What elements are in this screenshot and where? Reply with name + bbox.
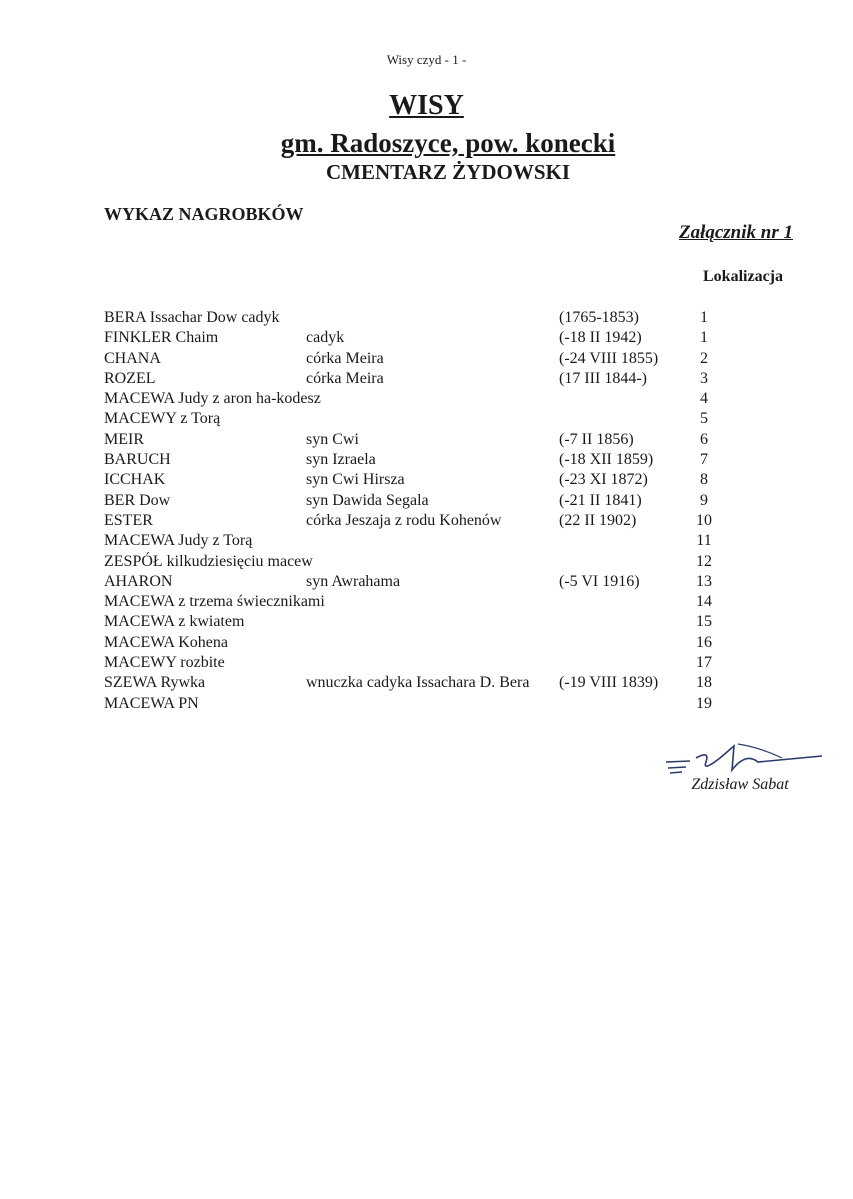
table-row <box>104 409 804 429</box>
gravestone-location: 7 <box>700 451 708 469</box>
page-title: WISY <box>389 90 464 121</box>
table-row <box>104 694 804 714</box>
gravestone-name: AHARON <box>104 572 173 590</box>
gravestone-description: córka Meira <box>306 369 384 387</box>
gravestone-name: MACEWY rozbite <box>104 654 225 672</box>
location-column-header: Lokalizacja <box>703 268 783 285</box>
gravestone-date: (-24 VIII 1855) <box>559 349 659 367</box>
table-row <box>104 470 804 490</box>
gravestone-description: syn Izraela <box>306 451 376 469</box>
table-row <box>104 633 804 653</box>
signature-name: Zdzisław Sabat <box>691 776 789 793</box>
gravestone-name: MACEWA Judy z Torą <box>104 532 253 550</box>
table-row <box>104 328 804 348</box>
handwritten-signature <box>662 738 824 778</box>
gravestone-date: (-7 II 1856) <box>559 430 634 448</box>
gravestone-date: (17 III 1844-) <box>559 369 647 387</box>
table-row <box>104 673 804 693</box>
gravestone-name: MEIR <box>104 430 144 448</box>
gravestone-location: 10 <box>696 511 712 529</box>
gravestone-description: syn Awrahama <box>306 572 401 590</box>
gravestone-location: 9 <box>700 491 708 509</box>
gravestone-description: syn Cwi Hirsza <box>306 471 405 489</box>
gravestone-date: (-23 XI 1872) <box>559 471 648 489</box>
table-row <box>104 552 804 572</box>
section-title: WYKAZ NAGROBKÓW <box>104 204 304 224</box>
table-row <box>104 430 804 450</box>
gravestone-name: MACEWA z kwiatem <box>104 613 245 631</box>
table-row <box>104 450 804 470</box>
gravestone-location: 17 <box>696 654 712 672</box>
annex-label: Załącznik nr 1 <box>678 222 793 243</box>
gravestone-location: 19 <box>696 694 712 712</box>
table-row <box>104 572 804 592</box>
gravestone-name: BERA Issachar Dow cadyk <box>104 309 280 326</box>
gravestone-location: 2 <box>700 349 708 367</box>
gravestone-location: 5 <box>700 410 708 428</box>
gravestone-date: (22 II 1902) <box>559 511 637 529</box>
gravestone-name: ZESPÓŁ kilkudziesięciu macew <box>104 552 313 570</box>
gravestone-name: BER Dow <box>104 491 171 509</box>
table-row <box>104 653 804 673</box>
table-row <box>104 308 804 328</box>
table-row <box>104 511 804 531</box>
gravestone-name: CHANA <box>104 349 161 367</box>
gravestone-name: MACEWA PN <box>104 694 199 712</box>
gravestone-location: 11 <box>696 532 712 550</box>
gravestone-list <box>104 308 804 714</box>
table-row <box>104 592 804 612</box>
gravestone-description: syn Cwi <box>306 430 359 448</box>
table-row <box>104 612 804 632</box>
table-row <box>104 369 804 389</box>
gravestone-name: ESTER <box>104 511 153 529</box>
gravestone-date: (-19 VIII 1839) <box>559 674 659 692</box>
gravestone-name: SZEWA Rywka <box>104 674 206 692</box>
gravestone-date: (-18 II 1942) <box>559 329 642 347</box>
gravestone-location: 4 <box>700 390 708 408</box>
page-subtitle: gm. Radoszyce, pow. konecki <box>280 128 616 158</box>
gravestone-name: MACEWA z trzema świecznikami <box>104 593 325 611</box>
gravestone-name: ROZEL <box>104 369 156 387</box>
gravestone-location: 14 <box>696 593 712 611</box>
gravestone-location: 6 <box>700 430 708 448</box>
page-reference: Wisy czyd - 1 - <box>386 52 467 67</box>
gravestone-description: córka Jeszaja z rodu Kohenów <box>306 511 502 529</box>
table-row <box>104 531 804 551</box>
gravestone-name: MACEWA Judy z aron ha-kodesz <box>104 390 321 408</box>
gravestone-description: syn Dawida Segala <box>306 491 429 509</box>
gravestone-name: MACEWA Kohena <box>104 633 228 651</box>
gravestone-name: BARUCH <box>104 451 171 469</box>
gravestone-name: ICCHAK <box>104 471 166 489</box>
gravestone-location: 3 <box>700 369 708 387</box>
table-row <box>104 349 804 369</box>
gravestone-location: 13 <box>696 572 712 590</box>
gravestone-location: 16 <box>696 633 712 651</box>
table-row <box>104 389 804 409</box>
gravestone-location: 1 <box>700 329 708 347</box>
gravestone-location: 12 <box>696 552 712 570</box>
gravestone-name: FINKLER Chaim <box>104 329 219 347</box>
gravestone-description: wnuczka cadyka Issachara D. Bera <box>306 674 530 692</box>
gravestone-location: 1 <box>700 309 708 326</box>
gravestone-location: 18 <box>696 674 712 692</box>
gravestone-location: 8 <box>700 471 708 489</box>
gravestone-date: (-18 XII 1859) <box>559 451 654 469</box>
gravestone-description: cadyk <box>306 329 345 347</box>
gravestone-date: (-5 VI 1916) <box>559 572 640 590</box>
cemetery-heading: CMENTARZ ŻYDOWSKI <box>325 160 571 184</box>
gravestone-date: (-21 II 1841) <box>559 491 642 509</box>
table-row <box>104 491 804 511</box>
gravestone-description: córka Meira <box>306 349 384 367</box>
gravestone-location: 15 <box>696 613 712 631</box>
gravestone-date: (1765-1853) <box>559 309 639 326</box>
gravestone-name: MACEWY z Torą <box>104 410 221 428</box>
